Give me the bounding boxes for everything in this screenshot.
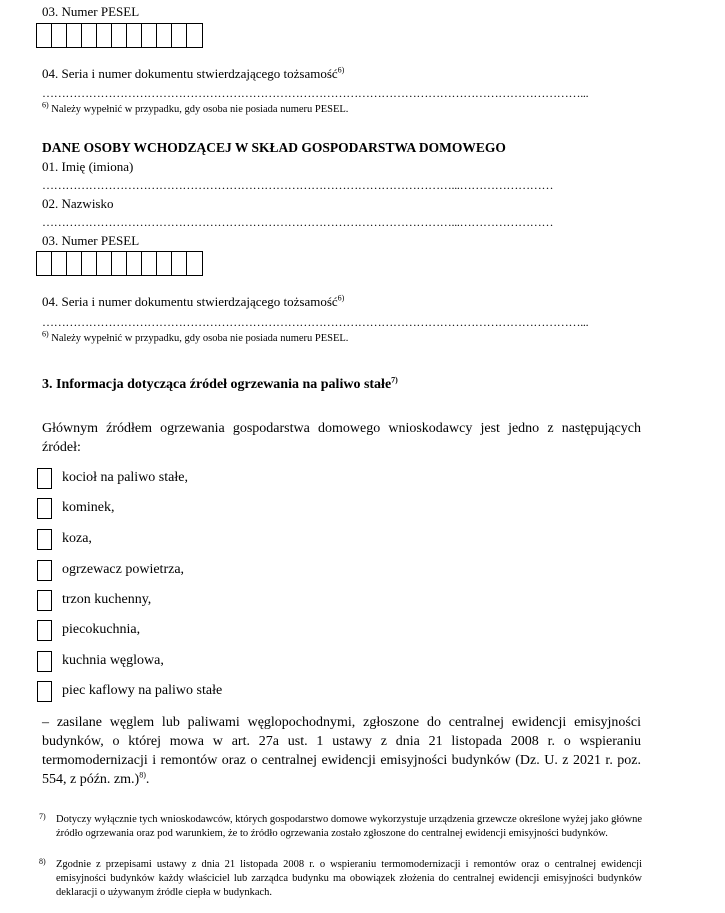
option-ogrzewacz: ogrzewacz powietrza, <box>62 562 185 577</box>
heating-description: – zasilane węglem lub paliwami węglopochodnymi, zgłoszone do centralnej ewidencji emisyjności budynków, o której mowa w art. 27a ust. 1 ustawy z dnia 21 listopada 2008 r. o wspieraniu termomodernizacji i remontów oraz o centralnej ewidencji emisyjności budynków (Dz. U. z 2021 r. poz. 554, z późn. zm.)$^{8)}$. <box>42 715 641 787</box>
pesel-label: 03. Numer PESEL <box>42 4 140 19</box>
checkbox-trzon[interactable] <box>37 590 52 611</box>
option-piec-kaflowy: piec kaflowy na paliwo stałe <box>62 683 223 698</box>
checkbox-piec-kaflowy[interactable] <box>37 681 52 702</box>
id-document-label: 04. Seria i numer dokumentu stwierdzającego tożsamość$^{6)}$ <box>42 65 345 81</box>
pesel-note: $^{6)}$ Należy wypełnić w przypadku, gdy osoba nie posiada numeru PESEL. <box>42 100 349 115</box>
first-name-label: 01. Imię (imiona) <box>42 159 134 174</box>
heating-intro: Głównym źródłem ogrzewania gospodarstwa domowego wnioskodawcy jest jedno z następujących źródeł: <box>42 421 641 455</box>
checkbox-piecokuchnia[interactable] <box>37 620 52 641</box>
checkbox-ogrzewacz[interactable] <box>37 560 52 581</box>
pesel-input-boxes[interactable] <box>36 23 203 48</box>
checkbox-koza[interactable] <box>37 529 52 550</box>
option-kominek: kominek, <box>62 500 115 515</box>
option-koza: koza, <box>62 531 92 546</box>
surname-label: 02. Nazwisko <box>42 196 114 211</box>
first-name-field[interactable]: ……………………………………………………………………………………………...…………………… <box>42 178 554 192</box>
option-kociol: kocioł na paliwo stałe, <box>62 470 188 485</box>
footnote-7: 7) Dotyczy wyłącznie tych wnioskodawców, których gospodarstwo domowe wykorzystuje urządzenia grzewcze określone wyżej jako główne źródło ogrzewania oraz pod warunkiem, że to źródło ogrzewania zostało zgłoszone do centralnej ewidencji emisyjności budynków. <box>39 812 642 839</box>
surname-field[interactable]: ……………………………………………………………………………………………...…………………… <box>42 215 554 229</box>
checkbox-kominek[interactable] <box>37 498 52 519</box>
id-document-field[interactable]: …………………………………………………………………………………………………………………………... <box>42 86 589 100</box>
option-kuchnia-weglowa: kuchnia węglowa, <box>62 653 164 668</box>
pesel-note-2: $^{6)}$ Należy wypełnić w przypadku, gdy osoba nie posiada numeru PESEL. <box>42 329 349 344</box>
footnote-8: 8) Zgodnie z przepisami ustawy z dnia 21 listopada 2008 r. o wspieraniu termomodernizacji i remontów oraz o centralnej ewidencji emisyjności budynków każdy właściciel lub zarządca budynku ma obowiązek złożenia do centralnej ewidencji emisyjności budynków deklaracji o używanym źródle ciepła w budynkach. <box>39 857 642 898</box>
pesel-label-2: 03. Numer PESEL <box>42 233 140 248</box>
checkbox-kociol[interactable] <box>37 468 52 489</box>
id-document-field-2[interactable]: …………………………………………………………………………………………………………………………... <box>42 315 589 329</box>
option-piecokuchnia: piecokuchnia, <box>62 622 141 637</box>
checkbox-kuchnia-weglowa[interactable] <box>37 651 52 672</box>
household-member-heading: DANE OSOBY WCHODZĄCEJ W SKŁAD GOSPODARSTWA DOMOWEGO <box>42 140 506 155</box>
heating-source-heading: 3. Informacja dotycząca źródeł ogrzewania na paliwo stałe$^{7)}$ <box>42 375 398 392</box>
id-document-label-2: 04. Seria i numer dokumentu stwierdzającego tożsamość$^{6)}$ <box>42 293 345 309</box>
pesel-input-boxes-2[interactable] <box>36 251 203 276</box>
option-trzon: trzon kuchenny, <box>62 592 152 607</box>
